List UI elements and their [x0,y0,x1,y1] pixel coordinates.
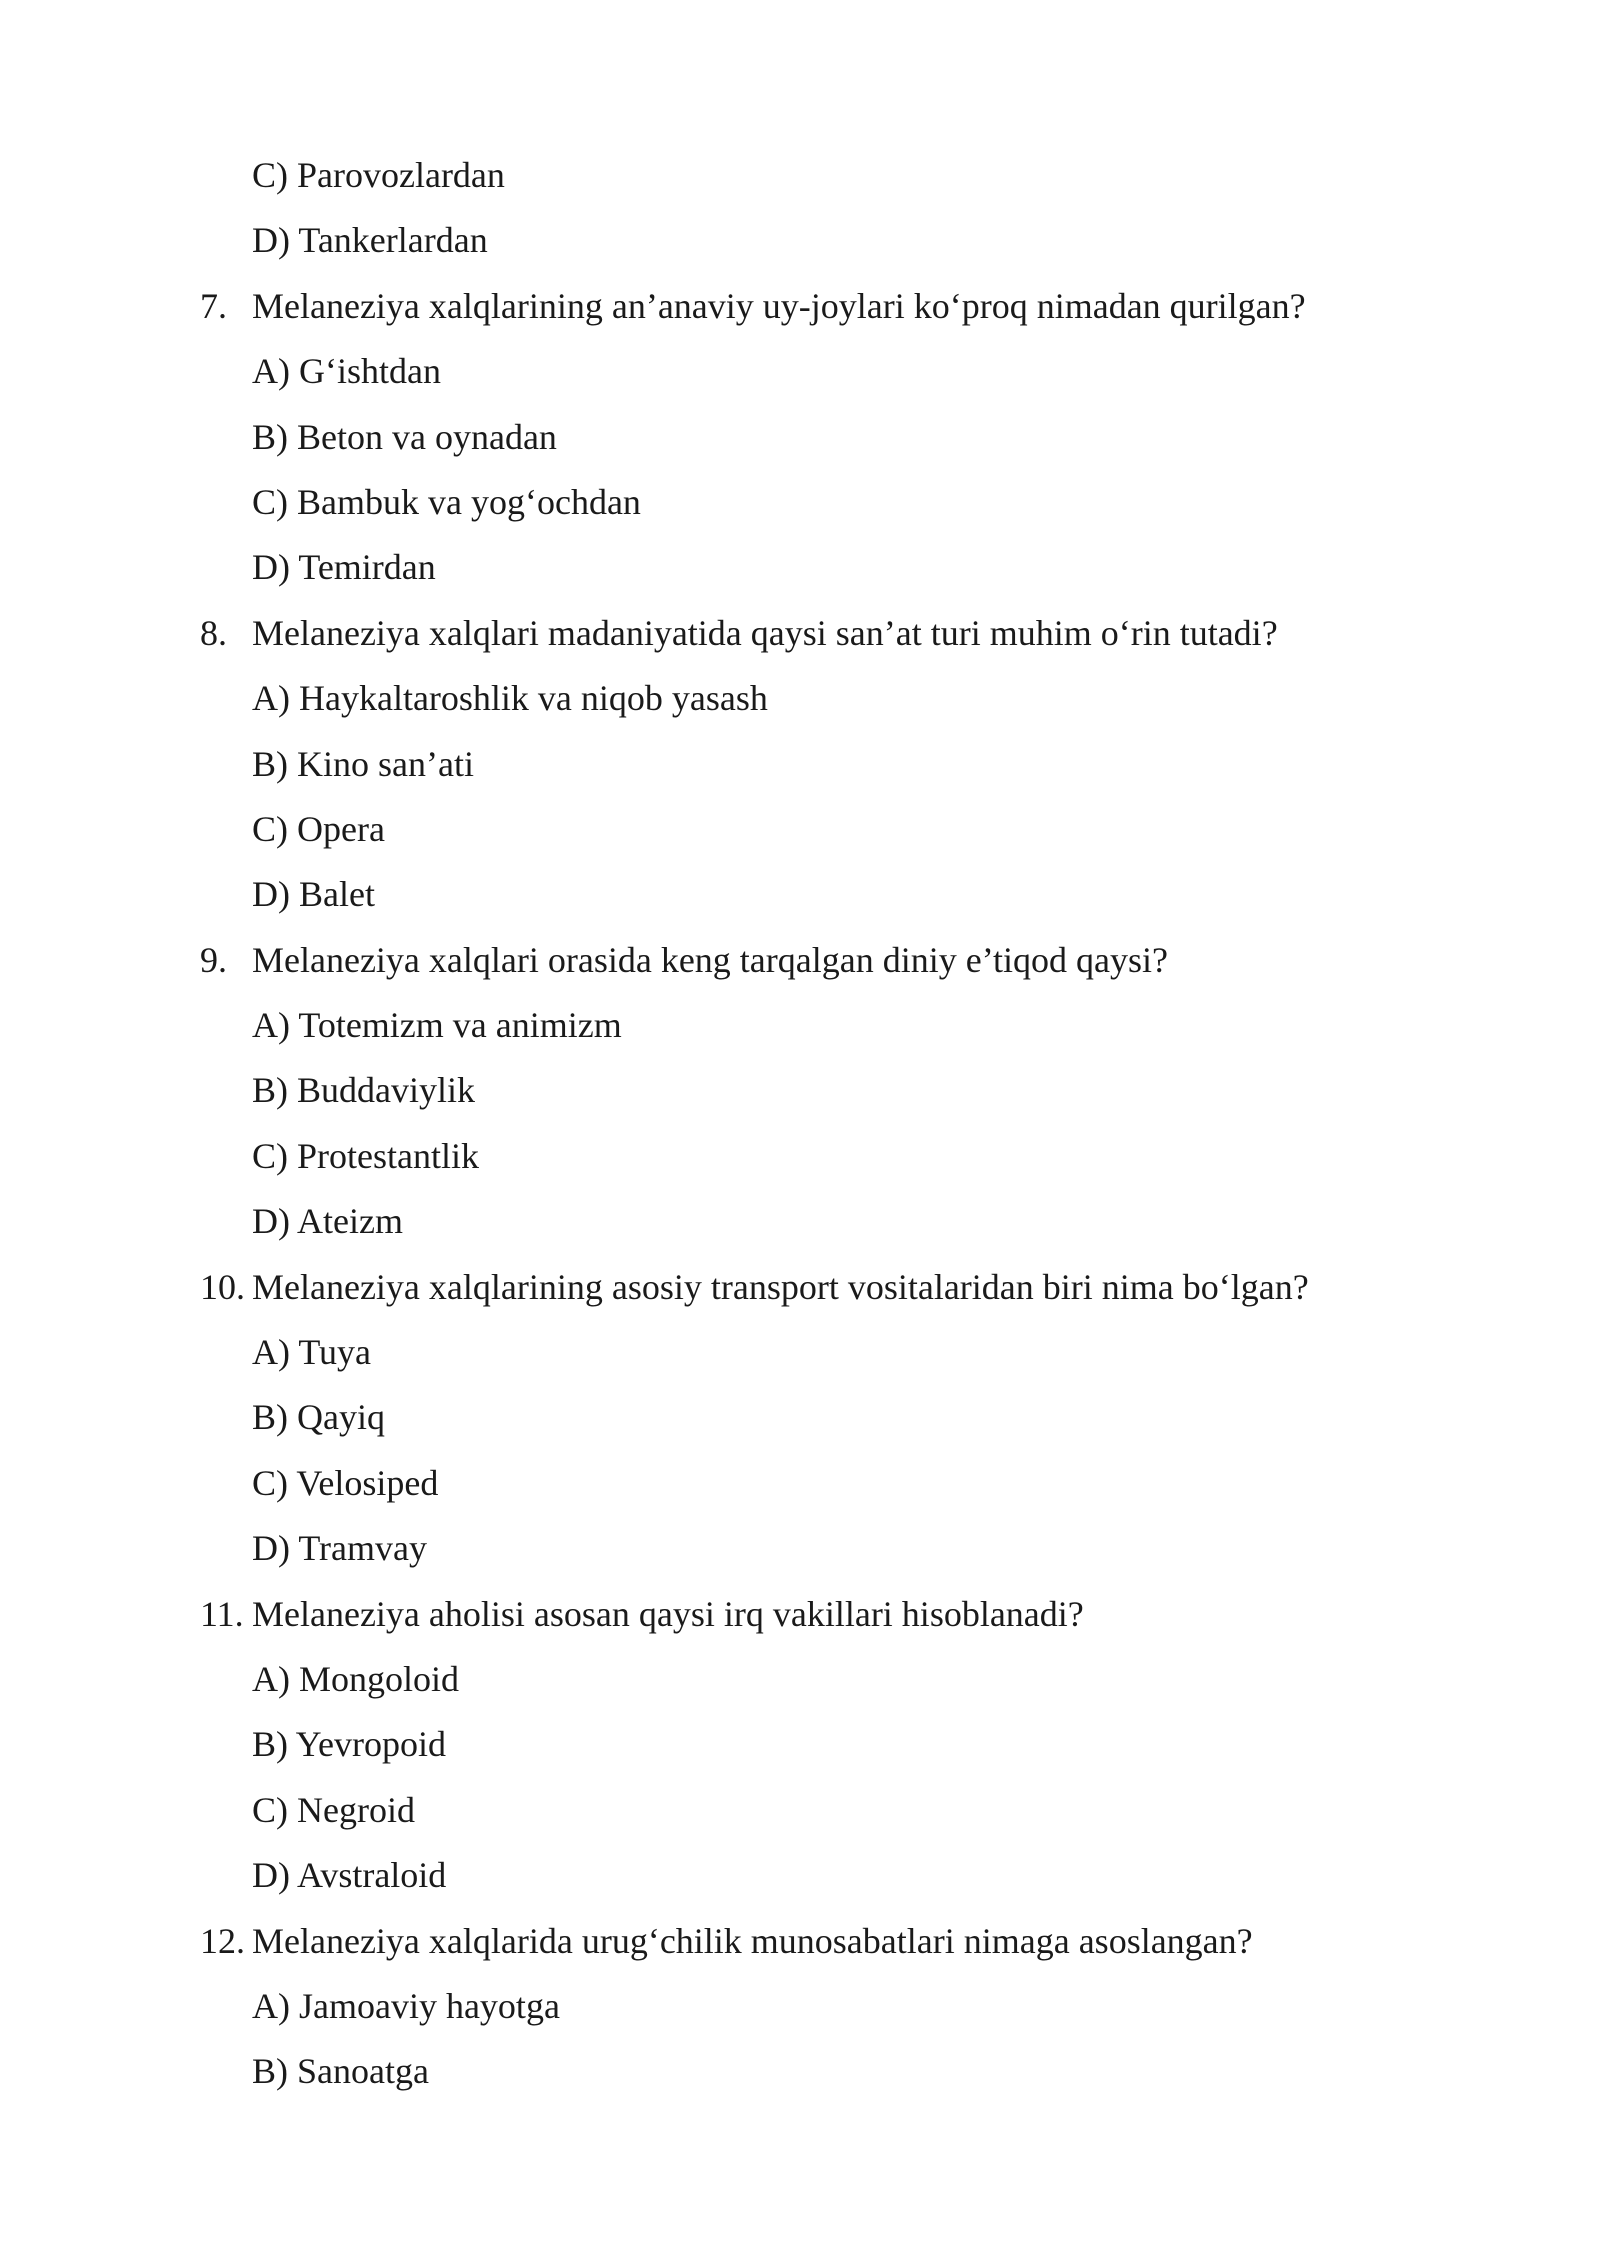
answer-option: B) Qayiq [252,1397,385,1438]
question [200,278,1440,343]
question-text: Melaneziya xalqlarida urug‘chilik munosabatlari nimaga asoslangan? [252,1920,1253,1961]
answer-option: D) Tramvay [252,1528,428,1569]
answer-option: C) Bambuk va yog‘ochdan [252,481,641,522]
answer-option: A) G‘ishtdan [252,351,441,392]
answer-option: B) Kino san’ati [252,743,474,784]
question-number: 11. [200,1593,244,1634]
question [200,1586,1440,1651]
answer-option: C) Protestantlik [252,1135,479,1176]
answer-option: A) Mongoloid [252,1658,459,1699]
answer-option: A) Tuya [252,1332,372,1373]
question-text: Melaneziya xalqlarining asosiy transport vositalaridan biri nima bo‘lgan? [252,1266,1309,1307]
question-text: Melaneziya xalqlarining an’anaviy uy-joylari ko‘proq nimadan qurilgan? [252,285,1306,326]
answer-option: B) Yevropoid [252,1724,447,1765]
answer-option: D) Tankerlardan [252,220,488,261]
answer-option: B) Buddaviylik [252,1070,475,1111]
answer-option: A) Totemizm va animizm [252,1005,622,1046]
answer-option: B) Beton va oynadan [252,416,557,457]
answer-option: D) Avstraloid [252,1855,447,1896]
answer-option: C) Opera [252,808,385,849]
question-text: Melaneziya aholisi asosan qaysi irq vakillari hisoblanadi? [252,1593,1084,1634]
question [200,1913,1440,1978]
quiz-content [200,147,1440,2109]
question-number: 9. [200,939,227,980]
answer-option: D) Ateizm [252,1201,403,1242]
answer-option: C) Velosiped [252,1462,439,1503]
question [200,605,1440,670]
answer-option: D) Temirdan [252,547,436,588]
question-text: Melaneziya xalqlari madaniyatida qaysi san’at turi muhim o‘rin tutadi? [252,612,1278,653]
answer-option: A) Jamoaviy hayotga [252,1985,560,2026]
question-number: 12. [200,1920,245,1961]
question [200,1259,1440,1324]
question-number: 7. [200,285,227,326]
question [200,932,1440,997]
answer-option: C) Negroid [252,1789,415,1830]
answer-option: C) Parovozlardan [252,155,505,195]
question-number: 8. [200,612,227,653]
question-number: 10. [200,1266,245,1307]
answer-option: A) Haykaltaroshlik va niqob yasash [252,678,768,719]
question-text: Melaneziya xalqlari orasida keng tarqalgan diniy e’tiqod qaysi? [252,939,1169,980]
answer-option: B) Sanoatga [252,2051,429,2092]
answer-option: D) Balet [252,874,375,915]
